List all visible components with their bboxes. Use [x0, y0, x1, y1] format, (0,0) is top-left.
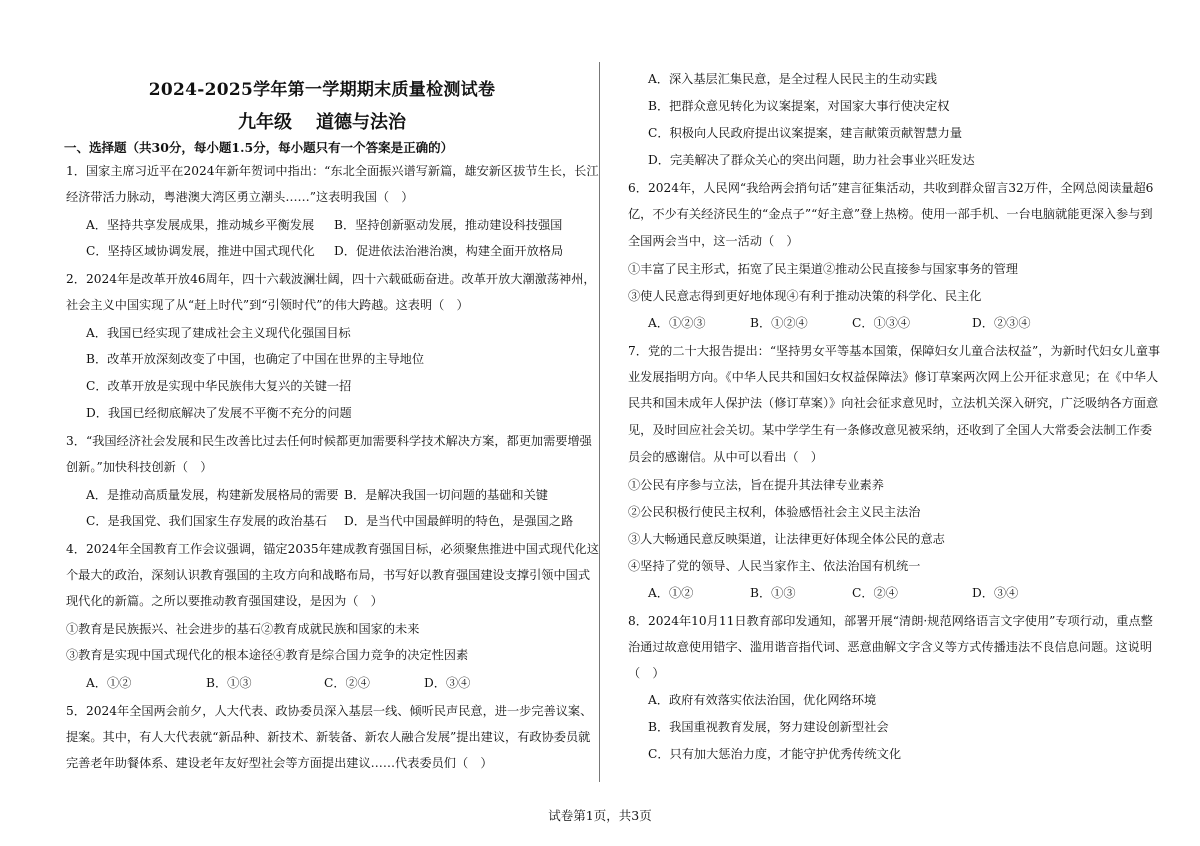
q4-stem-line2: 个最大的政治，深刻认识教育强国的主攻方向和战略布局，书写好以教育强国建设支撑引领中国式 [66, 568, 591, 582]
q6-statement-line2: ③使人民意志得到更好地体现④有利于推动决策的科学化、民主化 [628, 289, 982, 303]
q8-option-c[interactable]: C．只有加大惩治力度，才能守护优秀传统文化 [648, 747, 902, 761]
section-heading: 一、选择题（共30分，每小题1.5分，每小题只有一个答案是正确的） [64, 140, 454, 155]
q5-stem-line1: 5．2024年全国两会前夕，人大代表、政协委员深入基层一线、倾听民声民意，进一步完善议案、 [66, 704, 593, 718]
q6-option-a[interactable]: A．①②③ [648, 316, 706, 330]
q7-stem-line5: 员会的感谢信。从中可以看出（ ） [628, 450, 823, 464]
q7-option-c[interactable]: C．②④ [852, 586, 898, 600]
q3-option-d[interactable]: D．是当代中国最鲜明的特色，是强国之路 [344, 514, 574, 528]
q4-statement-line2: ③教育是实现中国式现代化的根本途径④教育是综合国力竞争的决定性因素 [66, 648, 469, 662]
q6-stem-line2: 亿，不少有关经济民生的“金点子”“好主意”登上热榜。使用一部手机、一台电脑就能更深入参与到 [628, 207, 1153, 221]
q2-option-c[interactable]: C．改革开放是实现中华民族伟大复兴的关键一招 [86, 379, 352, 393]
exam-subtitle [58, 108, 586, 134]
q7-statement-3: ③人大畅通民意反映渠道，让法律更好体现全体公民的意志 [628, 532, 945, 546]
page-footer: 试卷第1页，共3页 [548, 808, 652, 823]
grade-label: 九年级 [238, 112, 292, 133]
q2-option-a[interactable]: A．我国已经实现了建成社会主义现代化强国目标 [86, 326, 351, 340]
q2-option-b[interactable]: B．改革开放深刻改变了中国，也确定了中国在世界的主导地位 [86, 352, 425, 366]
q7-option-b[interactable]: B．①③ [750, 586, 796, 600]
q8-stem-line1: 8．2024年10月11日教育部印发通知，部署开展“清朗·规范网络语言文字使用”专项行动，重点整 [628, 614, 1153, 628]
q8-stem-line2: 治通过故意使用错字、滥用谐音指代词、恶意曲解文字含义等方式传播违法不良信息问题。这说明 [628, 640, 1153, 654]
q5-stem-line3: 完善老年助餐体系、建设老年友好型社会等方面提出建议……代表委员们（ ） [66, 756, 493, 770]
q1-option-a[interactable]: A．坚持共享发展成果，推动城乡平衡发展 [86, 218, 315, 232]
q4-stem-line1: 4．2024年全国教育工作会议强调，锚定2035年建成教育强国目标，必须聚焦推进中国式现代化这 [66, 542, 599, 556]
q7-stem-line4: 见，及时回应社会关切。某中学学生有一条修改意见被采纳，还收到了全国人大常委会法制工作委 [628, 423, 1153, 437]
q2-option-d[interactable]: D．我国已经彻底解决了发展不平衡不充分的问题 [86, 406, 352, 420]
q6-stem-line1: 6．2024年，人民网“我给两会捎句话”建言征集活动，共收到群众留言32万件，全网总阅读量超6 [628, 181, 1154, 195]
q6-option-d[interactable]: D．②③④ [972, 316, 1031, 330]
q3-stem-line2: 创新。”加快科技创新（ ） [66, 460, 213, 474]
q4-option-d[interactable]: D．③④ [424, 676, 471, 690]
q5-stem-line2: 提案。其中，有人大代表就“新品种、新技术、新装备、新农人融合发展”提出建议，有政协委员就 [66, 730, 591, 744]
q8-option-b[interactable]: B．我国重视教育发展，努力建设创新型社会 [648, 720, 889, 734]
q7-statement-4: ④坚持了党的领导、人民当家作主、依法治国有机统一 [628, 559, 921, 573]
q5-option-a[interactable]: A．深入基层汇集民意，是全过程人民民主的生动实践 [648, 72, 938, 86]
q3-option-b[interactable]: B．是解决我国一切问题的基础和关键 [344, 488, 548, 502]
q5-option-d[interactable]: D．完美解决了群众关心的突出问题，助力社会事业兴旺发达 [648, 153, 975, 167]
q4-statement-line1: ①教育是民族振兴、社会进步的基石②教育成就民族和国家的未来 [66, 622, 420, 636]
q3-stem-line1: 3．“我国经济社会发展和民生改善比过去任何时候都更加需要科学技术解决方案，都更加需要增强 [66, 434, 592, 448]
q5-option-c[interactable]: C．积极向人民政府提出议案提案，建言献策贡献智慧力量 [648, 126, 963, 140]
q8-stem-line3: （ ） [628, 666, 665, 680]
q1-option-b[interactable]: B．坚持创新驱动发展，推动建设科技强国 [334, 218, 563, 232]
q1-option-d[interactable]: D．促进依法治港治澳，构建全面开放格局 [334, 244, 564, 258]
q3-option-a[interactable]: A．是推动高质量发展，构建新发展格局的需要 [86, 488, 339, 502]
q4-option-b[interactable]: B．①③ [206, 676, 252, 690]
q2-stem-line1: 2．2024年是改革开放46周年，四十六载波澜壮阔，四十六载砥砺奋进。改革开放大潮激荡神州， [66, 272, 596, 286]
q2-stem-line2: 社会主义中国实现了从“赶上时代”到“引领时代”的伟大跨越。这表明（ ） [66, 298, 469, 312]
column-divider [599, 62, 600, 782]
exam-title: 2024-2025学年第一学期期末质量检测试卷 [148, 80, 496, 100]
q4-option-c[interactable]: C．②④ [324, 676, 370, 690]
q8-option-a[interactable]: A．政府有效落实依法治国，优化网络环境 [648, 693, 877, 707]
q7-option-a[interactable]: A．①② [648, 586, 694, 600]
q3-option-c[interactable]: C．是我国党、我们国家生存发展的政治基石 [86, 514, 327, 528]
q7-stem-line3: 民共和国未成年人保护法（修订草案）》向社会征求意见时，立法机关深入研究，广泛吸纳各方面意 [628, 396, 1159, 410]
q7-statement-1: ①公民有序参与立法，旨在提升其法律专业素养 [628, 478, 884, 492]
q7-option-d[interactable]: D．③④ [972, 586, 1019, 600]
q5-option-b[interactable]: B．把群众意见转化为议案提案，对国家大事行使决定权 [648, 99, 950, 113]
q4-stem-line3: 现代化的新篇。之所以要推动教育强国建设，是因为（ ） [66, 594, 383, 608]
q1-stem-line2: 经济带活力脉动，粤港澳大湾区勇立潮头……”这表明我国（ ） [66, 190, 414, 204]
q7-statement-2: ②公民积极行使民主权利，体验感悟社会主义民主法治 [628, 505, 921, 519]
q6-stem-line3: 全国两会当中，这一活动（ ） [628, 234, 799, 248]
q6-statement-line1: ①丰富了民主形式，拓宽了民主渠道②推动公民直接参与国家事务的管理 [628, 262, 1018, 276]
q6-option-c[interactable]: C．①③④ [852, 316, 911, 330]
q1-stem-line1: 1．国家主席习近平在2024年新年贺词中指出：“东北全面振兴谱写新篇，雄安新区拔节生长，长江 [66, 164, 599, 178]
q4-option-a[interactable]: A．①② [86, 676, 132, 690]
q7-stem-line2: 业发展指明方向。《中华人民共和国妇女权益保障法》修订草案两次网上公开征求意见；在《中华人 [628, 370, 1159, 384]
q6-option-b[interactable]: B．①②④ [750, 316, 808, 330]
q1-option-c[interactable]: C．坚持区域协调发展，推进中国式现代化 [86, 244, 315, 258]
subject-label: 道德与法治 [316, 112, 406, 133]
q7-stem-line1: 7．党的二十大报告提出：“坚持男女平等基本国策，保障妇女儿童合法权益”，为新时代妇女儿童事 [628, 344, 1161, 358]
